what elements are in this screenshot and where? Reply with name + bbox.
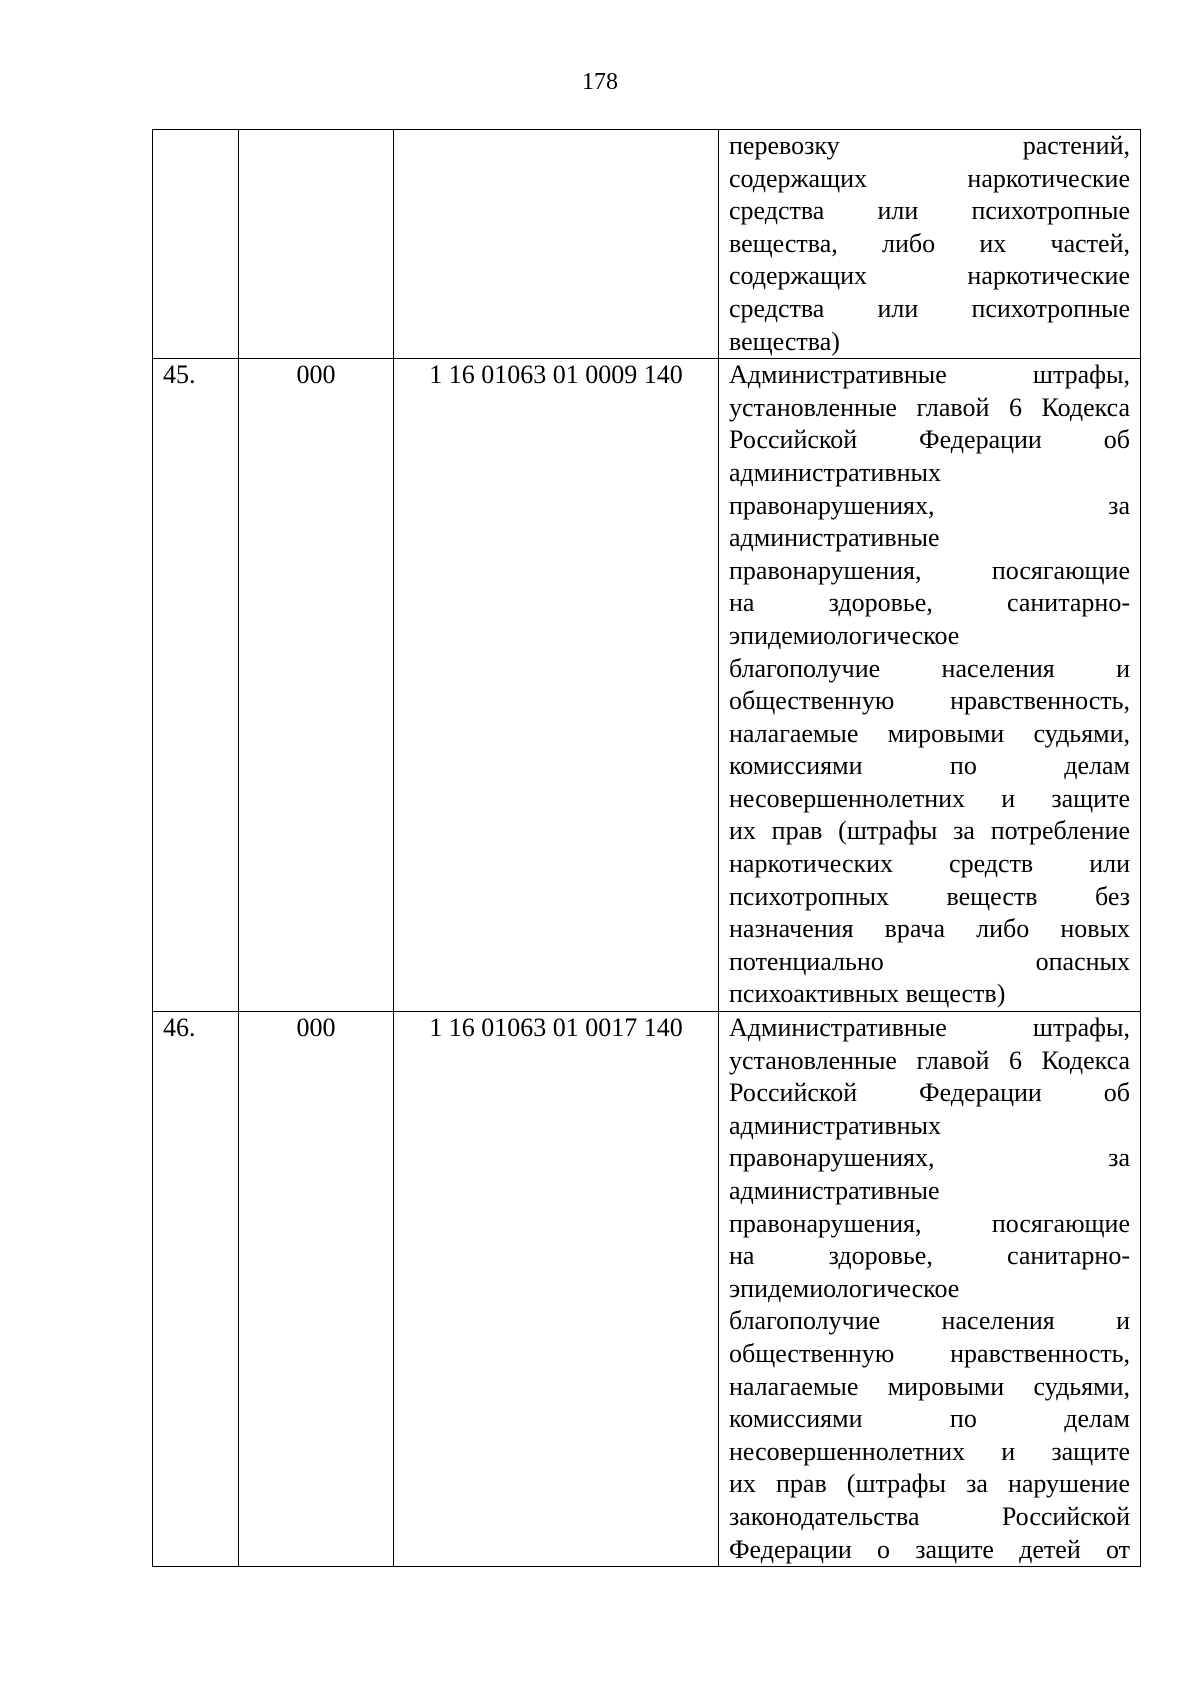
description-line: правонарушениях, за [729,1143,1130,1173]
description-line: на здоровье, санитарно- [729,1241,1130,1271]
description-line: благополучие населения и [729,1306,1130,1336]
description-line: эпидемиологическое [729,620,960,650]
description-line: перевозку растений, [729,131,1130,160]
page-number: 178 [582,69,618,95]
description-line: Российской Федерации об [729,425,1130,455]
row-number-cell [153,130,239,359]
description-line: установленные главой 6 Кодекса [729,392,1130,422]
revenue-code-cell: 1 16 01063 01 0009 140 [394,359,719,1012]
table-row [153,359,1141,1012]
revenue-code-cell: 1 16 01063 01 0017 140 [394,1012,719,1567]
description-cell [719,359,1141,1012]
description-line: средства или психотропные [729,293,1130,323]
budget-code-table [152,129,1141,1567]
description-line: Административные штрафы, [729,360,1130,390]
table-row [153,130,1141,359]
description-line: несовершеннолетних и защите [729,783,1130,813]
description-line: их прав (штрафы за потребление [729,816,1130,846]
description-line: психоактивных веществ) [729,979,1006,1009]
description-line: правонарушения, посягающие [729,555,1130,585]
description-line: средства или психотропные [729,196,1130,226]
description-line: их прав (штрафы за нарушение [729,1469,1130,1499]
table-row [153,1012,1141,1567]
description-line: комиссиями по делам [729,751,1130,781]
description-line: Российской Федерации об [729,1078,1130,1108]
description-line: правонарушения, посягающие [729,1208,1130,1238]
row-number-cell: 46. [153,1012,239,1567]
description-line: правонарушениях, за [729,490,1130,520]
description-line: общественную нравственность, [729,686,1130,716]
admin-code-cell [239,130,394,359]
description-line: административные [729,1176,940,1205]
description-line: несовершеннолетних и защите [729,1436,1130,1466]
description-line: потенциально опасных [729,946,1130,976]
description-line: наркотических средств или [729,849,1130,879]
description-line: общественную нравственность, [729,1338,1130,1368]
description-line: благополучие населения и [729,653,1130,683]
description-line: административных [729,457,941,487]
description-line: налагаемые мировыми судьями, [729,1371,1130,1401]
description-cell [719,1012,1141,1567]
description-line: комиссиями по делам [729,1404,1130,1434]
admin-code-cell: 000 [239,359,394,1012]
description-line: Федерации о защите детей от [729,1534,1130,1564]
description-line: Административные штрафы, [729,1013,1130,1043]
revenue-code-cell [394,130,719,359]
description-cell [719,130,1141,359]
description-line: содержащих наркотические [729,261,1130,291]
description-line: вещества, либо их частей, [729,228,1130,258]
description-line: вещества) [729,326,840,356]
description-line: на здоровье, санитарно- [729,588,1130,618]
description-line: административных [729,1110,941,1140]
description-line: эпидемиологическое [729,1273,960,1303]
description-line: назначения врача либо новых [729,914,1130,944]
admin-code-cell: 000 [239,1012,394,1567]
description-line: налагаемые мировыми судьями, [729,718,1130,748]
description-line: установленные главой 6 Кодекса [729,1045,1130,1075]
description-line: психотропных веществ без [729,881,1130,911]
description-line: административные [729,523,940,553]
row-number-cell: 45. [153,359,239,1012]
description-line: законодательства Российской [729,1501,1130,1531]
description-line: содержащих наркотические [729,163,1130,193]
